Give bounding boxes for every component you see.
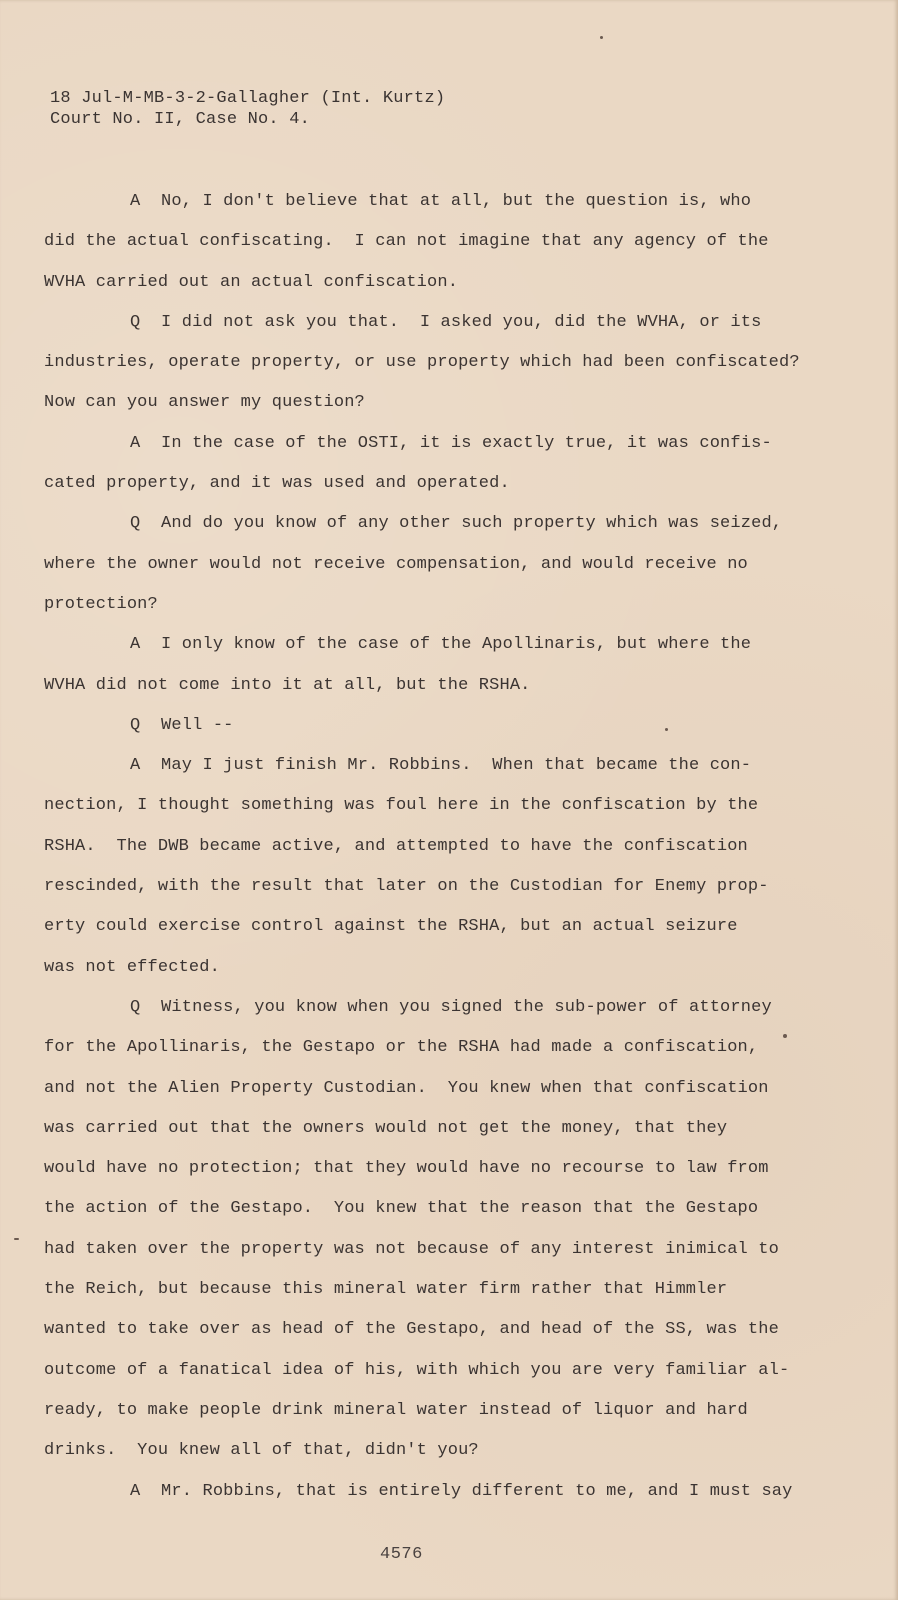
text-line: the action of the Gestapo. You knew that the reason that the Gestapo: [44, 1199, 759, 1219]
text-line: would have no protection; that they would have no recourse to law from: [44, 1159, 769, 1179]
text-line: A In the case of the OSTI, it is exactly true, it was confis-: [130, 433, 772, 453]
text-line: cated property, and it was used and operated.: [44, 474, 510, 494]
header-line-1: 18 Jul-M-MB-3-2-Gallagher (Int. Kurtz): [50, 89, 446, 108]
text-line: was not effected.: [44, 957, 220, 977]
paper-speck: [665, 728, 668, 731]
text-line: nection, I thought something was foul here in the confiscation by the: [44, 796, 759, 816]
document-header: [50, 88, 445, 130]
text-line: for the Apollinaris, the Gestapo or the RSHA had made a confiscation,: [44, 1038, 759, 1058]
paper-speck: [600, 36, 603, 39]
text-line: outcome of a fanatical idea of his, with which you are very familiar al-: [44, 1360, 790, 1380]
text-line: erty could exercise control against the RSHA, but an actual seizure: [44, 917, 738, 937]
text-line: A May I just finish Mr. Robbins. When that became the con-: [130, 756, 752, 776]
text-line: Q Witness, you know when you signed the sub-power of attorney: [130, 997, 772, 1017]
text-line: did the actual confiscating. I can not imagine that any agency of the: [44, 232, 769, 252]
text-line: RSHA. The DWB became active, and attempted to have the confiscation: [44, 836, 748, 856]
text-line: Q Well --: [130, 715, 234, 735]
text-line: industries, operate property, or use property which had been confiscated?: [44, 353, 800, 373]
text-line: protection?: [44, 594, 158, 614]
text-line: and not the Alien Property Custodian. You knew when that confiscation: [44, 1078, 769, 1098]
text-line: ready, to make people drink mineral water instead of liquor and hard: [44, 1400, 748, 1420]
text-line: rescinded, with the result that later on the Custodian for Enemy prop-: [44, 877, 769, 897]
text-line: WVHA did not come into it at all, but the RSHA.: [44, 675, 531, 695]
text-line: had taken over the property was not because of any interest inimical to: [44, 1239, 779, 1259]
text-line: A No, I don't believe that at all, but the question is, who: [130, 192, 752, 211]
text-line: where the owner would not receive compensation, and would receive no: [44, 554, 748, 574]
page-number: 4576: [380, 1545, 423, 1564]
text-line: wanted to take over as head of the Gestapo, and head of the SS, was the: [44, 1320, 779, 1340]
text-line: WVHA carried out an actual confiscation.: [44, 272, 459, 292]
text-line: the Reich, but because this mineral water firm rather that Himmler: [44, 1280, 728, 1300]
text-line: Q I did not ask you that. I asked you, did the WVHA, or its: [130, 312, 762, 332]
text-line: Now can you answer my question?: [44, 393, 365, 413]
text-line: drinks. You knew all of that, didn't you?: [44, 1441, 479, 1461]
text-line: was carried out that the owners would not get the money, that they: [44, 1118, 728, 1138]
text-line: A I only know of the case of the Apollinaris, but where the: [130, 635, 752, 655]
transcript-body: [44, 182, 804, 1512]
text-line: Q And do you know of any other such property which was seized,: [130, 514, 783, 534]
header-line-2: Court No. II, Case No. 4.: [50, 110, 311, 129]
paper-speck: [783, 1034, 787, 1038]
paper-speck: [14, 1238, 19, 1240]
text-line: A Mr. Robbins, that is entirely different to me, and I must say: [130, 1481, 793, 1501]
